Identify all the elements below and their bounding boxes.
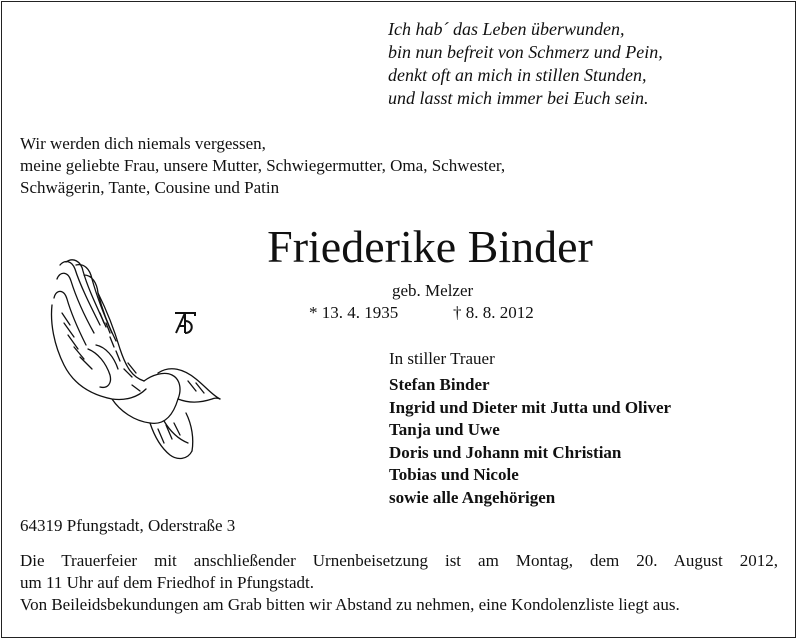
poem <box>388 18 663 110</box>
deceased-name: Friederike Binder <box>267 221 593 272</box>
mourner-name: Tanja und Uwe <box>389 420 500 440</box>
praying-hands-icon <box>40 253 225 468</box>
mourner-name: Ingrid und Dieter mit Jutta und Oliver <box>389 397 672 417</box>
poem-line: und lasst mich immer bei Euch sein. <box>388 88 649 108</box>
mourner-name: Stefan Binder <box>389 375 490 394</box>
notice-line: um 11 Uhr auf dem Friedhof in Pfungstadt. <box>20 573 314 592</box>
maiden-name: geb. Melzer <box>392 281 474 300</box>
notice-line: Von Beileidsbekundungen am Grab bitten wir Abstand zu nehmen, eine Kondolenzliste liegt aus. <box>20 595 680 614</box>
notice-line: Die Trauerfeier mit anschließender Urnenbeisetzung ist am Montag, dem 20. August 2012, <box>20 551 778 570</box>
mourning-heading: In stiller Trauer <box>389 349 495 368</box>
monogram-ad-icon <box>172 311 198 335</box>
intro-line: meine geliebte Frau, unsere Mutter, Schwiegermutter, Oma, Schwester, <box>20 156 506 175</box>
intro-line: Schwägerin, Tante, Cousine und Patin <box>20 178 280 197</box>
mourner-name: Doris und Johann mit Christian <box>389 442 622 462</box>
mourners-list <box>389 374 671 510</box>
intro-text <box>20 133 505 199</box>
funeral-notice <box>20 550 778 616</box>
birth-date: * 13. 4. 1935 <box>309 303 399 322</box>
death-date: † 8. 8. 2012 <box>453 303 534 322</box>
address: 64319 Pfungstadt, Oderstraße 3 <box>20 516 236 535</box>
poem-line: Ich hab´ das Leben überwunden, <box>388 19 625 39</box>
mourner-name: sowie alle Angehörigen <box>389 487 556 507</box>
mourner-name: Tobias und Nicole <box>389 465 519 485</box>
intro-line: Wir werden dich niemals vergessen, <box>20 134 266 153</box>
poem-line: denkt oft an mich in stillen Stunden, <box>388 65 647 85</box>
poem-line: bin nun befreit von Schmerz und Pein, <box>388 42 663 62</box>
